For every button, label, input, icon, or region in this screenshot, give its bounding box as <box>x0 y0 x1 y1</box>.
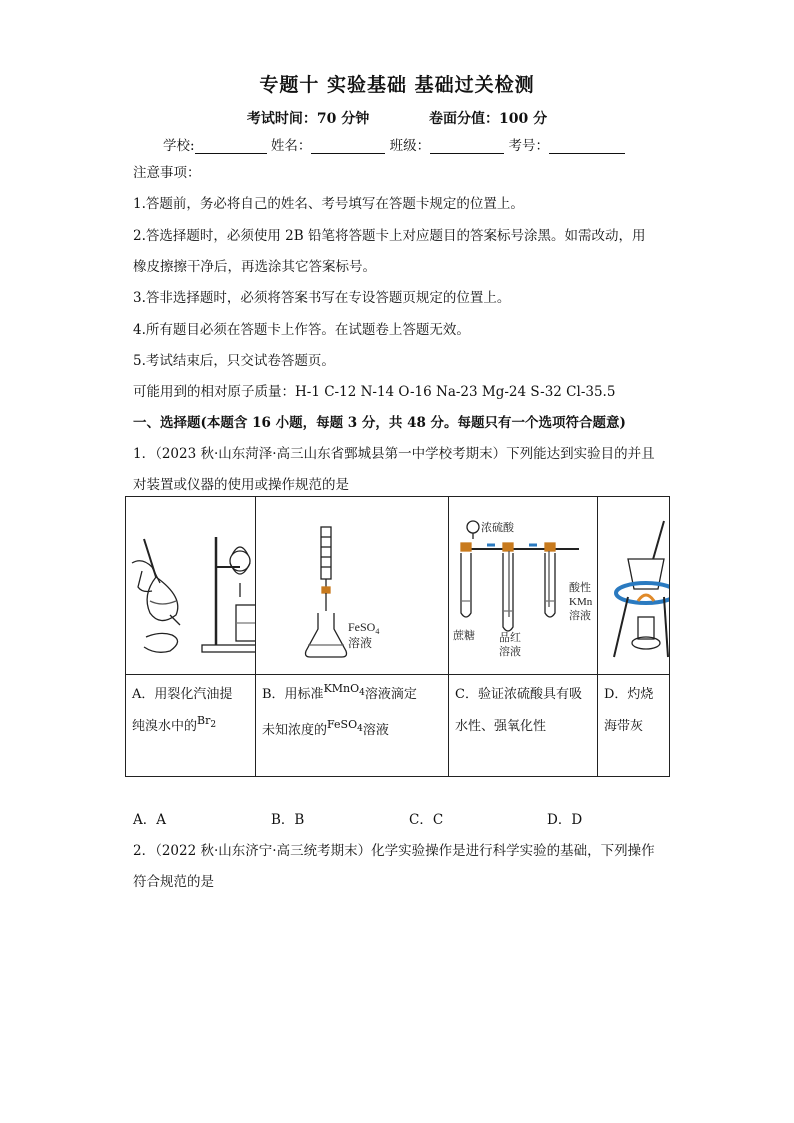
note-item: 5.考试结束后，只交试卷答题页。 <box>133 353 335 369</box>
option-c-text: C．验证浓硫酸具有吸 水性、强氧化性 <box>449 675 598 777</box>
question-2-text-cont: 符合规范的是 <box>133 874 214 890</box>
figure-d-cell <box>598 497 670 675</box>
question-1-text: 1．（2023 秋·山东菏泽·高三山东省鄄城县第一中学校考期末）下列能达到实验目的并且 <box>133 446 655 462</box>
note-item: 4.所有题目必须在答题卡上作答。在试题卷上答题无效。 <box>133 322 470 338</box>
note-item: 3.答非选择题时，必须将答案书写在专设答题页规定的位置上。 <box>133 290 511 306</box>
option-d-text: D．灼烧 海带灰 <box>598 675 670 777</box>
choice-b[interactable]: B．B <box>271 812 305 828</box>
concentrated-sulfuric-acid-figure <box>449 497 597 674</box>
question-1-text-cont: 对装置或仪器的使用或操作规范的是 <box>133 477 349 493</box>
figure-c-cell <box>449 497 598 675</box>
exam-time: 考试时间：70 分钟 <box>246 111 370 127</box>
kmno-label: KMn <box>569 596 593 608</box>
school-input[interactable] <box>195 139 267 154</box>
feso4-label: FeSO$_4$ <box>348 620 380 636</box>
figure-a-cell <box>126 497 256 675</box>
separatory-funnel-figure <box>126 497 255 674</box>
option-b-text: B．用标准$^{KMnO_4}$溶液滴定 未知浓度的$^{FeSO_4}$溶液 <box>256 675 449 777</box>
section-heading: 一、选择题(本题含 16 小题，每题 3 分，共 48 分。每题只有一个选项符合题意) <box>133 415 626 431</box>
choice-c[interactable]: C．C <box>409 812 444 828</box>
solution-label: 溶液 <box>348 636 373 650</box>
answer-choices <box>133 808 685 828</box>
feso4-formula: FeSO4 <box>327 718 363 735</box>
exam-info <box>0 108 794 128</box>
school-label: 学校: <box>163 138 195 154</box>
kmno4-formula: KMnO4 <box>323 682 365 699</box>
options-table <box>125 496 670 777</box>
magenta-solution-label: 溶液 <box>499 646 521 658</box>
magenta-label: 品红 <box>499 632 521 644</box>
question-2-text: 2．（2022 秋·山东济宁·高三统考期末）化学实验操作是进行科学实验的基础，下列操作 <box>133 843 655 859</box>
page-title: 专题十 实验基础 基础过关检测 <box>259 74 535 96</box>
name-input[interactable] <box>311 139 385 154</box>
acidic-label: 酸性 <box>569 582 591 594</box>
note-item: 2.答选择题时，必须使用 2B 铅笔将答题卡上对应题目的答案标号涂黑。如需改动，用 <box>133 228 646 244</box>
burning-kelp-figure <box>598 497 669 674</box>
choice-d[interactable]: D．D <box>547 812 583 828</box>
name-label: 姓名： <box>270 138 312 154</box>
full-score: 卷面分值：100 分 <box>429 111 548 127</box>
titration-figure <box>256 497 448 674</box>
atomic-masses: 可能用到的相对原子质量：H-1 C-12 N-14 O-16 Na-23 Mg-24 S-32 Cl-35.5 <box>133 384 616 400</box>
exam-no-label: 考号： <box>508 138 549 154</box>
choice-a[interactable]: A．A <box>133 812 166 828</box>
class-input[interactable] <box>430 139 504 154</box>
note-item: 1.答题前，务必将自己的姓名、考号填写在答题卡规定的位置上。 <box>133 196 524 212</box>
notes-heading: 注意事项： <box>133 165 201 181</box>
note-item: 橡皮擦擦干净后，再选涂其它答案标号。 <box>133 259 376 275</box>
student-info-fields <box>163 134 625 154</box>
sucrose-label: 蔗糖 <box>453 630 475 642</box>
conc-acid-label: 浓硫酸 <box>481 522 514 534</box>
kmno-solution-label: 溶液 <box>569 610 591 622</box>
figure-b-cell <box>256 497 449 675</box>
class-label: 班级： <box>389 138 431 154</box>
br2-formula: Br2 <box>197 714 217 731</box>
exam-no-input[interactable] <box>549 139 625 154</box>
option-a-text: A．用裂化汽油提 纯溴水中的$^{Br_2}$ <box>126 675 256 777</box>
